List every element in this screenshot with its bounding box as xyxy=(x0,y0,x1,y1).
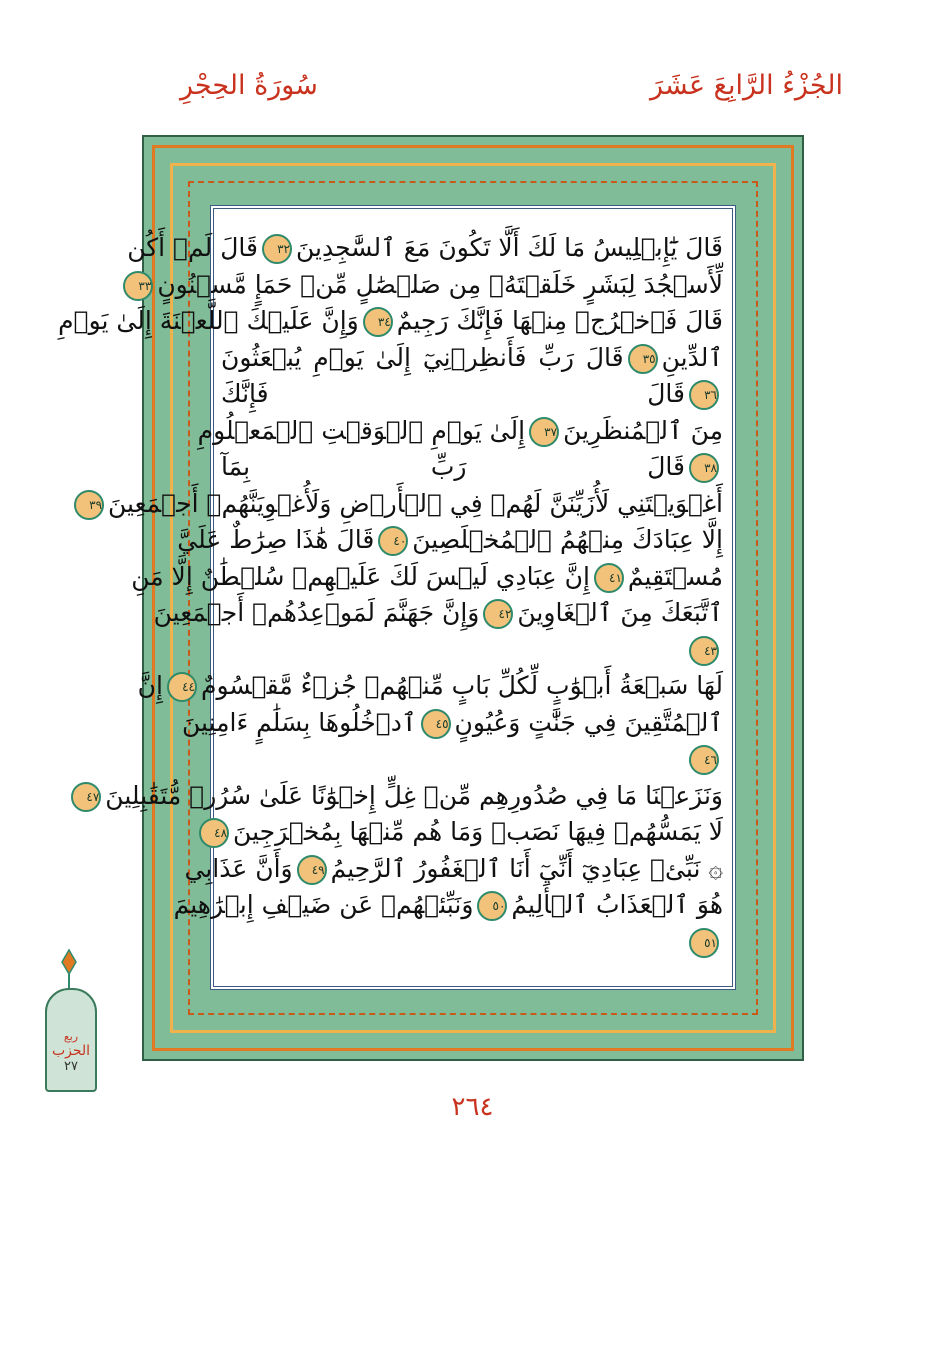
verse-text: وَنَزَعۡنَا مَا فِي صُدُورِهِم مِّنۡ غِلٍّ إِخۡوَٰنًا عَلَىٰ سُرُرٖ مُّتَقَٰبِلِينَ xyxy=(105,780,723,810)
hizb-ornament-icon xyxy=(58,948,80,988)
ayah-number-marker: ٤٤ xyxy=(167,672,197,702)
verse-text: إِنَّ xyxy=(137,671,163,700)
surah-title: سُورَةُ الحِجْرِ xyxy=(180,70,318,101)
verse-line xyxy=(184,851,723,887)
verse-text: قَالَ فَٱخۡرُجۡ مِنۡهَا فَإِنَّكَ رَجِيمٌ xyxy=(396,306,723,335)
ayah-number-marker: ٣٢ xyxy=(262,234,292,264)
verse-text: قَالَ فَإِنَّكَ xyxy=(221,379,685,408)
ayah-number-marker: ٣٦ xyxy=(689,380,719,410)
page-number: ٢٦٤ xyxy=(451,1092,494,1122)
verse-text: لَهَا سَبۡعَةُ أَبۡوَٰبٍ لِّكُلِّ بَابٍ مِّنۡهُمۡ جُزۡءٌ مَّقۡسُومٌ xyxy=(200,671,723,700)
verse-line xyxy=(221,376,723,412)
verse-line xyxy=(86,778,723,814)
verse-text: قَالَ هَٰذَا صِرَٰطٌ عَلَيَّ xyxy=(177,525,375,554)
verse-line xyxy=(58,303,723,339)
ayah-number-marker: ٤٨ xyxy=(199,818,229,848)
verse-text: قَالَ يَٰٓإِبۡلِيسُ مَا لَكَ أَلَّا تَكُونَ مَعَ ٱلسَّٰجِدِينَ xyxy=(295,233,723,262)
verse-text: مُسۡتَقِيمٌ xyxy=(627,561,723,591)
verse-line xyxy=(177,522,723,558)
verse-text: لَا يَمَسُّهُمۡ فِيهَا نَصَبٞ وَمَا هُم مِّنۡهَا بِمُخۡرَجِينَ xyxy=(233,817,723,846)
ayah-number-marker: ٤٥ xyxy=(421,709,451,739)
ayah-number-marker: ٤٦ xyxy=(689,745,719,775)
ayah-number-marker: ٣٤ xyxy=(363,307,393,337)
verse-line xyxy=(138,267,723,303)
hizb-quarter: ربع xyxy=(63,1030,79,1043)
verse-text: وَأَنَّ عَذَابِي xyxy=(184,853,293,883)
verse-text: مِنَ ٱلۡمُنظَرِينَ xyxy=(563,415,723,445)
verse-text: إِلَّا عِبَادَكَ مِنۡهُمُ ٱلۡمُخۡلَصِينَ xyxy=(412,525,723,554)
ayah-number-marker: ٤٩ xyxy=(297,855,327,885)
ayah-number-marker: ٤١ xyxy=(594,563,624,593)
ayah-number-marker: ٤٠ xyxy=(378,526,408,556)
verse-text: إِلَىٰ يَوۡمِ ٱلۡوَقۡتِ ٱلۡمَعۡلُومِ xyxy=(197,415,526,445)
verse-line xyxy=(127,230,723,266)
hizb-marker xyxy=(45,988,97,1092)
verse-line xyxy=(221,340,723,376)
juz-title: الجُزْءُ الرَّابِعَ عَشَرَ xyxy=(649,70,843,101)
ayah-number-marker: ٣٩ xyxy=(74,490,104,520)
ayah-number-marker: ٣٨ xyxy=(689,453,719,483)
verse-text: ٱدۡخُلُوهَا بِسَلَٰمٍ ءَامِنِينَ xyxy=(182,707,417,737)
ayah-number-marker: ٥٠ xyxy=(477,891,507,921)
verse-text: قَالَ رَبِّ بِمَآ xyxy=(221,452,685,481)
verse-line xyxy=(221,924,723,960)
verse-line xyxy=(221,449,723,485)
verse-text: ٱتَّبَعَكَ مِنَ ٱلۡغَاوِينَ xyxy=(517,598,723,627)
verse-text: وَإِنَّ جَهَنَّمَ لَمَوۡعِدُهُمۡ أَجۡمَعِينَ xyxy=(153,598,480,627)
ayah-number-marker: ٤٢ xyxy=(483,599,513,629)
hizb-label: الحزب xyxy=(51,1043,91,1059)
verse-text: لِّأَسۡجُدَ لِبَشَرٍ خَلَقۡتَهُۥ مِن صَلۡصَٰلٍ مِّنۡ حَمَإٍ مَّسۡنُونٍ xyxy=(157,269,723,299)
verse-text: وَنَبِّئۡهُمۡ عَن ضَيۡفِ إِبۡرَٰهِيمَ xyxy=(173,890,474,919)
verse-line xyxy=(214,814,723,850)
verse-line xyxy=(221,741,723,777)
verse-line xyxy=(182,705,723,741)
verse-text: قَالَ لَمۡ أَكُن xyxy=(127,233,258,262)
verse-line xyxy=(197,413,723,449)
ayah-number-marker: ٤٣ xyxy=(689,636,719,666)
verse-line xyxy=(137,668,723,704)
verse-text: أَغۡوَيۡتَنِي لَأُزَيِّنَنَّ لَهُمۡ فِي ٱلۡأَرۡضِ وَلَأُغۡوِيَنَّهُمۡ أَجۡمَعِينَ xyxy=(108,488,723,518)
ayah-number-marker: ٣٧ xyxy=(529,417,559,447)
verse-line xyxy=(153,595,723,631)
ayah-number-marker: ٥١ xyxy=(689,928,719,958)
verse-line xyxy=(131,559,723,595)
verse-text: ٱلدِّينِ xyxy=(661,342,723,372)
verse-text: هُوَ ٱلۡعَذَابُ ٱلۡأَلِيمُ xyxy=(511,890,723,919)
hizb-number: ٢٧ xyxy=(64,1059,78,1074)
ayah-number-marker: ٤٧ xyxy=(71,782,101,812)
verse-text: إِنَّ عِبَادِي لَيۡسَ لَكَ عَلَيۡهِمۡ سُلۡطَٰنٌ إِلَّا مَنِ xyxy=(131,561,590,591)
verse-text: ٱلۡمُتَّقِينَ فِي جَنَّٰتٍ وَعُيُونٍ xyxy=(454,707,723,737)
ayah-number-marker: ٣٣ xyxy=(123,271,153,301)
verse-text: ۞ نَبِّئۡ عِبَادِيٓ أَنِّيٓ أَنَا ٱلۡغَفُورُ ٱلرَّحِيمُ xyxy=(330,853,723,883)
verse-text: قَالَ رَبِّ فَأَنظِرۡنِيٓ إِلَىٰ يَوۡمِ يُبۡعَثُونَ xyxy=(221,342,624,372)
verse-text: وَإِنَّ عَلَيۡكَ ٱللَّعۡنَةَ إِلَىٰ يَوۡمِ xyxy=(58,306,359,335)
verse-line xyxy=(221,632,723,668)
ayah-number-marker: ٣٥ xyxy=(628,344,658,374)
verse-line xyxy=(89,486,723,522)
verse-line xyxy=(173,887,723,923)
